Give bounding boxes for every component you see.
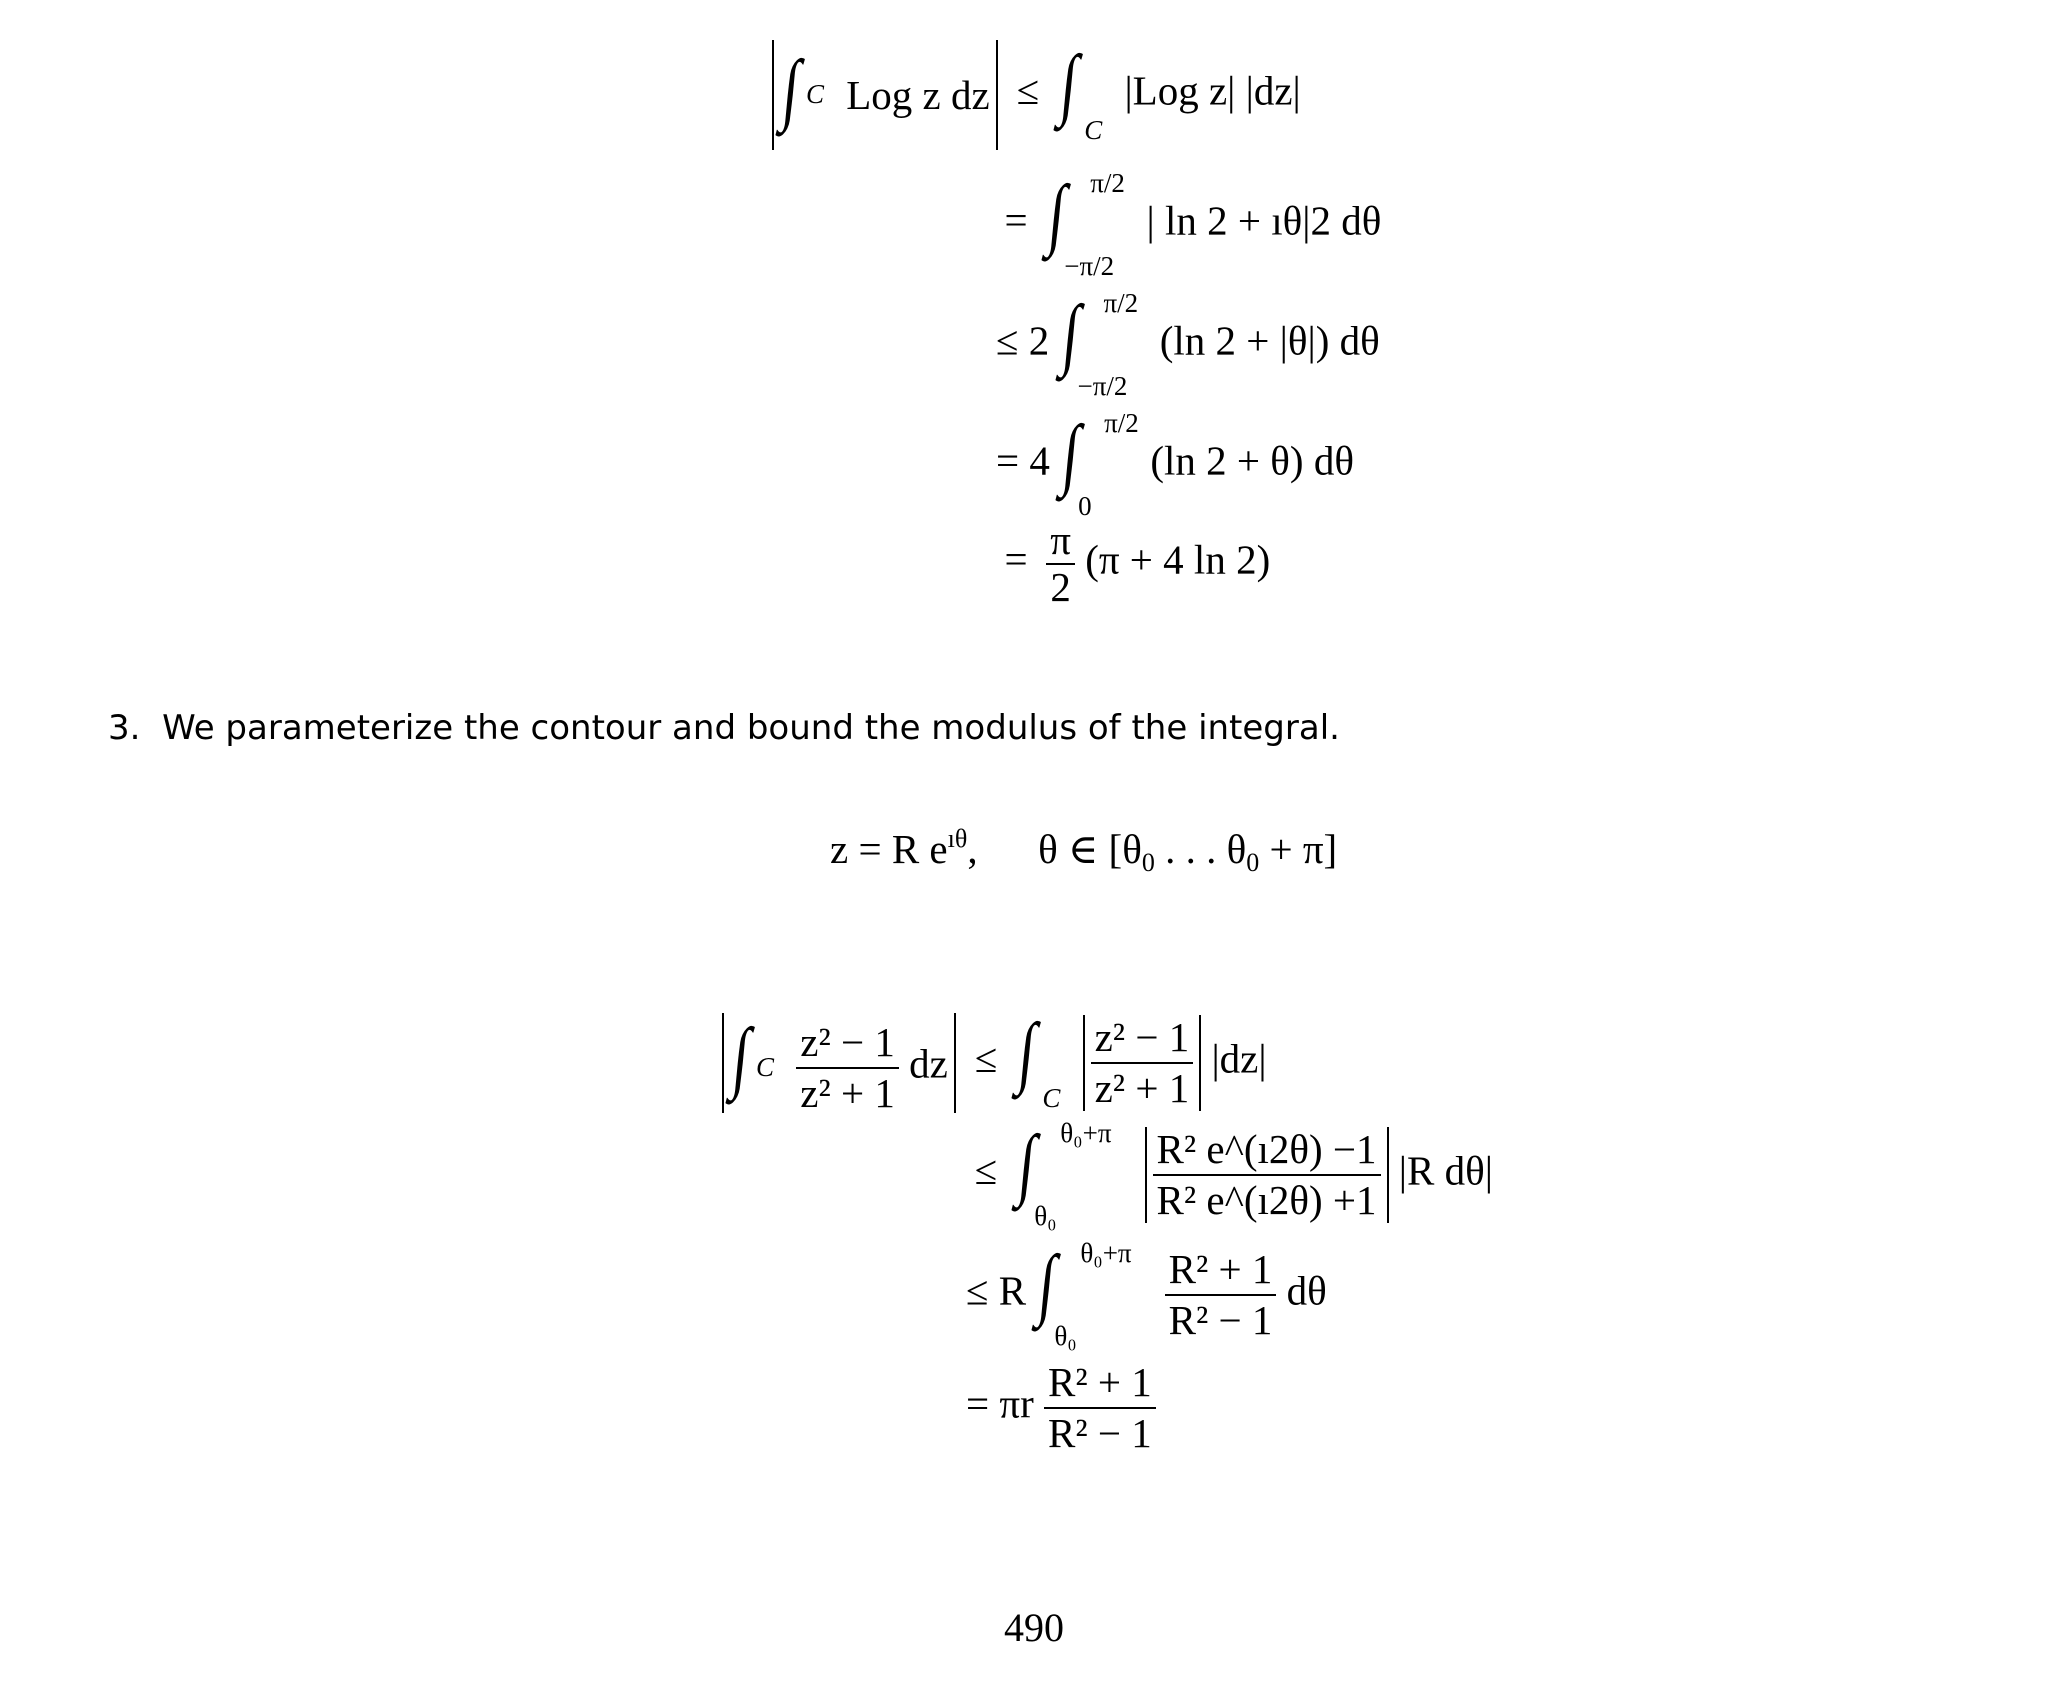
derivation-line-4 bbox=[996, 410, 1354, 520]
integrand: (ln 2 + |θ|) dθ bbox=[1159, 317, 1380, 364]
fraction: $\frac{\text{R² + 1}}{\text{R² − 1}}$ bbox=[1044, 1360, 1156, 1456]
lower-limit: θ₀ bbox=[1054, 1321, 1077, 1351]
integral-sign: ∫ C bbox=[1056, 40, 1103, 145]
item-text: We parameterize the contour and bound the modulus of the integral. bbox=[162, 708, 1340, 748]
derivation-line-5 bbox=[996, 517, 1271, 610]
integrand: (ln 2 + θ) dθ bbox=[1150, 437, 1354, 484]
integral-sign: ∫ C bbox=[778, 44, 825, 133]
lower-limit: −π/2 bbox=[1077, 371, 1128, 401]
upper-limit: π/2 bbox=[1104, 408, 1139, 438]
modulus-lhs bbox=[772, 40, 998, 150]
page-number: 490 bbox=[1004, 1605, 1064, 1650]
fraction: $\frac{\text{R² + 1}}{\text{R² − 1}}$ bbox=[1165, 1247, 1277, 1343]
modulus-lhs: ∫ C $\frac{\text{z² − 1}}{\text{z² + 1}}$ dz bbox=[722, 1013, 956, 1113]
derivation-line-1 bbox=[772, 40, 1301, 150]
relation: ≤ R bbox=[966, 1267, 1027, 1314]
derivation-line-4 bbox=[966, 1360, 1156, 1456]
relation: = 4 bbox=[996, 437, 1050, 484]
definite-integral: ∫ π/2 −π/2 bbox=[1044, 168, 1125, 281]
item-number: 3. bbox=[108, 708, 141, 748]
result: (π + 4 ln 2) bbox=[1085, 536, 1271, 583]
item-3-text bbox=[108, 708, 1340, 748]
fraction: $\frac{\text{z² − 1}}{\text{z² + 1}}$ bbox=[796, 1020, 899, 1116]
upper-limit: π/2 bbox=[1103, 288, 1139, 318]
definite-integral: ∫ θ₀+π θ₀ bbox=[1014, 1118, 1112, 1231]
relation: ≤ bbox=[1016, 67, 1040, 114]
relation: = πr bbox=[966, 1380, 1034, 1427]
lower-limit: −π/2 bbox=[1064, 251, 1115, 281]
lower-limit: θ₀ bbox=[1034, 1201, 1057, 1231]
modulus: $\frac{\text{R² e\textasciicircum{}(ı2θ) −1}}{\text{R² e\textasciicircum{}(ı2θ) +1}}$ bbox=[1145, 1127, 1389, 1223]
definite-integral: ∫ θ₀+π θ₀ bbox=[1034, 1238, 1132, 1351]
relation: = bbox=[1004, 197, 1028, 244]
relation: ≤ bbox=[974, 1035, 998, 1082]
derivation-line-2: ≤ ∫ θ₀+π θ₀ $\frac{\text{R² e\textasciicircum{}(ı2θ) −1}}{\text{R² e\textasciicircum{}(ı2θ) +1}}$ |R dθ| bbox=[966, 1120, 1493, 1230]
derivation-line-3: ≤ R ∫ θ₀+π θ₀ $\frac{\text{R² + 1}}{\text{R² − 1}}$ dθ bbox=[966, 1238, 1327, 1351]
lower-limit: 0 bbox=[1078, 491, 1092, 521]
integrand: | ln 2 + ıθ|2 dθ bbox=[1146, 197, 1382, 244]
relation: ≤ bbox=[974, 1147, 998, 1194]
rhs-integrand: |Log z| |dz| bbox=[1124, 67, 1301, 114]
lhs-integrand: Log z dz bbox=[846, 72, 990, 118]
upper-limit: π/2 bbox=[1090, 168, 1125, 198]
modulus: $\frac{\text{z² − 1}}{\text{z² + 1}}$ bbox=[1083, 1015, 1202, 1111]
relation: = bbox=[1004, 536, 1028, 583]
integral-sign: ∫ C bbox=[1014, 1008, 1061, 1113]
upper-limit: θ₀+π bbox=[1060, 1118, 1112, 1148]
derivation-line-3 bbox=[996, 290, 1380, 400]
fraction: $\frac{\pi}{2}$ bbox=[1046, 520, 1075, 608]
derivation-line-1: ∫ C $\frac{\text{z² − 1}}{\text{z² + 1}}$ dz ≤ ∫ C $\frac{\text{z² − 1}}{\text{z² + 1}}$ |dz| bbox=[722, 1008, 1267, 1118]
derivation-line-2 bbox=[996, 170, 1381, 280]
contour-parameterization: z = R $e^{ı\theta}$, θ ∈ [$\theta_0$ . . . $\theta_0 + \pi$] bbox=[830, 824, 1338, 877]
integral-sign: ∫ C bbox=[728, 1013, 775, 1101]
upper-limit: θ₀+π bbox=[1080, 1238, 1132, 1268]
relation: ≤ 2 bbox=[996, 317, 1050, 364]
definite-integral: ∫ π/2 −π/2 bbox=[1058, 288, 1139, 401]
definite-integral: ∫ π/2 0 bbox=[1058, 408, 1139, 521]
